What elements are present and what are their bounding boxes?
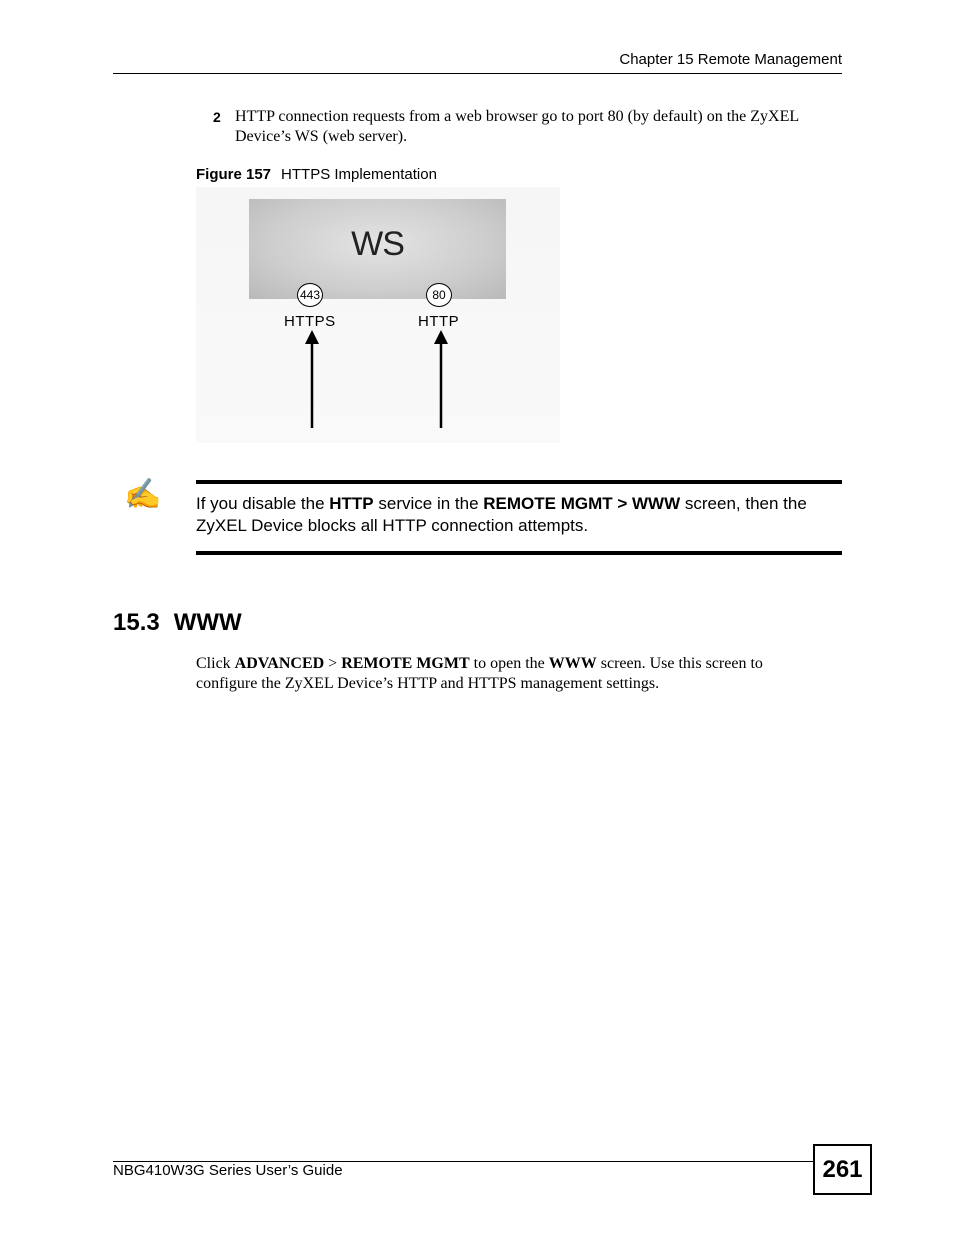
step-item [196,107,842,147]
page-number: 261 [813,1144,872,1195]
https-figure [196,187,560,443]
step-text: HTTP connection requests from a web browser go to port 80 (by default) on the ZyXEL Device’s WS (web server). [235,108,799,145]
https-arrow [305,330,319,428]
section-number: 15.3 [113,609,160,636]
body-paragraph: Click ADVANCED > REMOTE MGMT to open the WWW screen. Use this screen to configure the ZyXEL Device’s HTTP and HTTPS management settings. [196,655,763,692]
chapter-header: Chapter 15 Remote Management [619,51,842,68]
section-title: WWW [173,609,242,636]
section-heading [113,609,242,637]
step-number: 2 [213,109,221,125]
http-arrow [434,330,448,428]
figure-caption [196,166,437,183]
figure-title: HTTPS Implementation [281,166,437,183]
header-divider [113,73,842,74]
guide-title: NBG410W3G Series User’s Guide [113,1162,343,1179]
note-text: If you disable the HTTP service in the REMOTE MGMT > WWW screen, then the ZyXEL Device blocks all HTTP connection attempts. [196,494,807,535]
https-label: HTTPS [284,313,336,330]
port-443-badge: 443 [297,283,323,307]
pen-note-icon: ✍ [124,478,162,511]
figure-label: Figure 157 [196,166,272,183]
note-bottom-rule [196,551,842,555]
note-top-rule [196,480,842,484]
port-80-badge: 80 [426,283,452,307]
web-server-label: WS [351,225,404,263]
arrows-graphic [196,187,560,443]
http-label: HTTP [418,313,460,330]
